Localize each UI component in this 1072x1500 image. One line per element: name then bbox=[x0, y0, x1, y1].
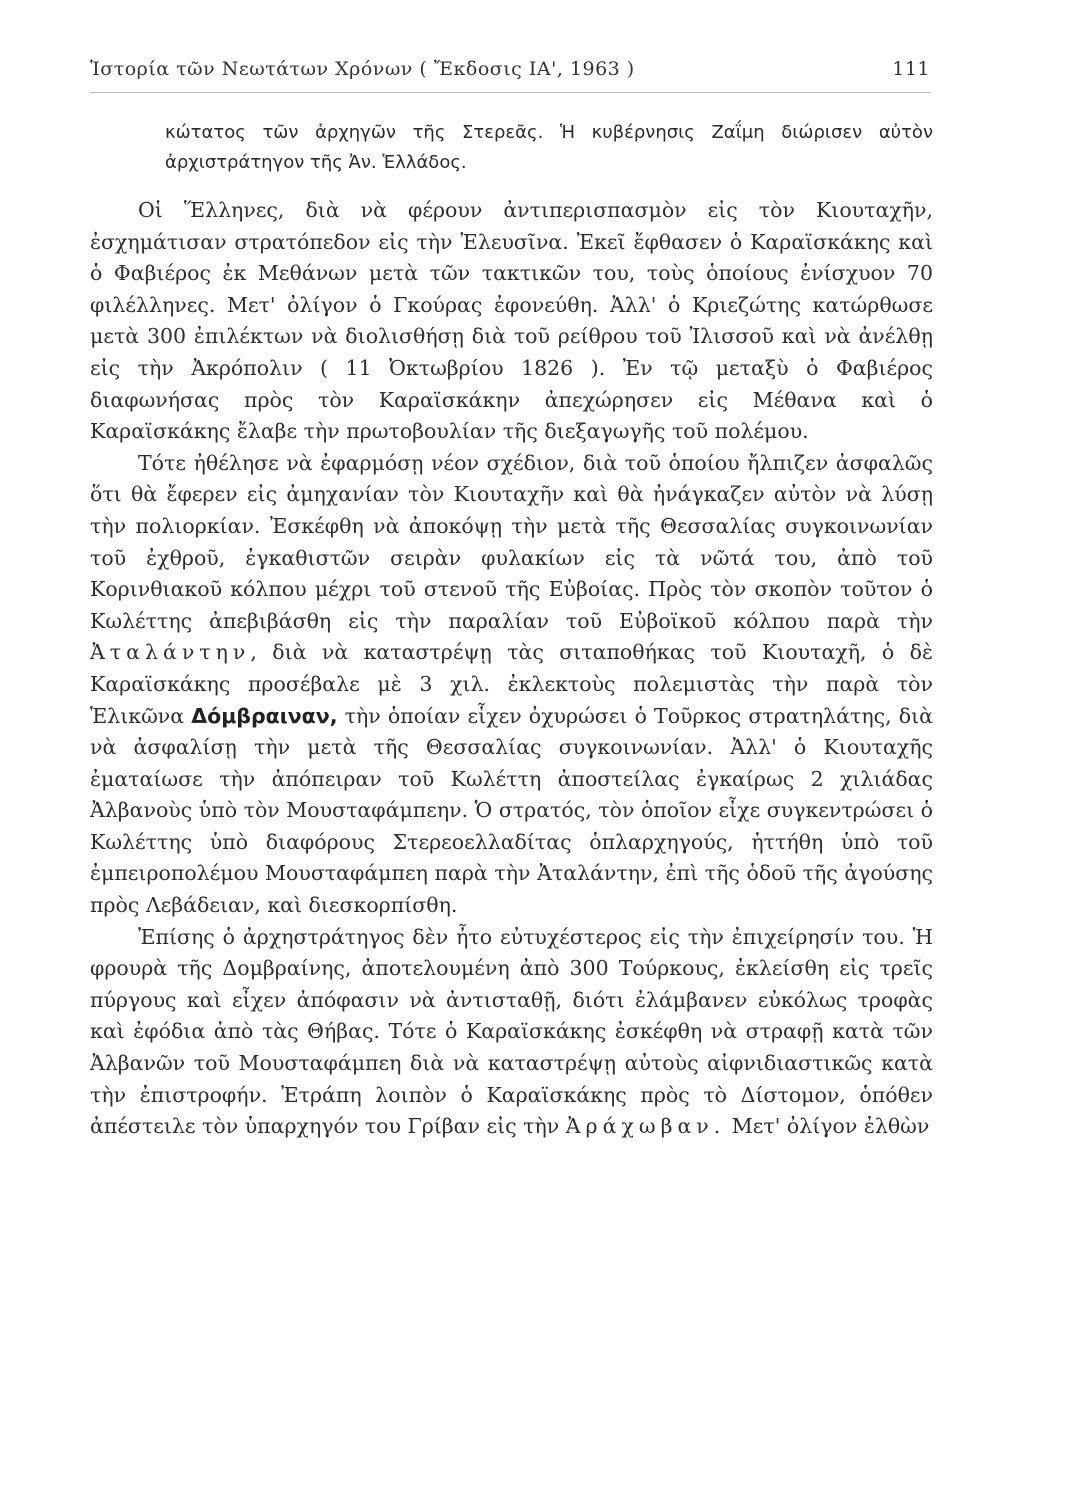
header-rule bbox=[90, 92, 930, 93]
spaced-word-arachova: Ἀράχωβαν. bbox=[565, 1114, 726, 1139]
bold-word-dombraina: Δόμβραιναν, bbox=[191, 703, 338, 728]
paragraph-1: Οἱ Ἕλληνες, διὰ νὰ φέρουν ἀντιπερισπασμὸν εἰς τὸν Κιουταχῆν, ἐσχημάτισαν στρατόπεδον εἰς τὴν Ἐλευσῖνα. Ἐκεῖ ἔφθασεν ὁ Καραϊσκάκης καὶ ὁ Φαβιέρος ἐκ Μεθάνων μετὰ τῶν τακτικῶν του, τοὺς ὁποίους ἐνίσχυον 70 φιλέλληνες. Μετ' ὀλίγον ὁ Γκούρας ἐφονεύθη. Ἀλλ' ὁ Κριεζώτης κατώρθωσε μετὰ 300 ἐπιλέκτων νὰ διολισθήσῃ διὰ τοῦ ρείθρου τοῦ Ἰλισσοῦ καὶ νὰ ἀνέλθῃ εἰς τὴν Ἀκρόπολιν ( 11 Ὀκτωβρίου 1826 ). Ἐν τῷ μεταξὺ ὁ Φαβιέρος διαφωνήσας πρὸς τὸν Καραϊσκάκην ἀπεχώρησεν εἰς Μέθανα καὶ ὁ Καραϊσκάκης ἔλαβε τὴν πρωτοβουλίαν τῆς διεξαγωγῆς τοῦ πολέμου. bbox=[90, 198, 933, 444]
spaced-word-atalanti: Ἀταλάντην bbox=[90, 640, 251, 665]
intro-paragraph: κώτατος τῶν ἀρχηγῶν τῆς Στερεᾶς. Ἡ κυβέρνησις Ζαΐμη διώρισεν αὐτὸν ἀρχιστράτηγον τῆς Ἀν. Ἑλλάδος. bbox=[165, 122, 933, 173]
paragraph-3 bbox=[90, 922, 933, 1143]
page-number: 111 bbox=[892, 58, 930, 80]
paragraph-2-part-a: Τότε ἠθέλησε νὰ ἐφαρμόσῃ νέον σχέδιον, διὰ τοῦ ὁποίου ἤλπιζεν ἀσφαλῶς ὅτι θὰ ἔφερεν εἰς ἀμηχανίαν τὸν Κιουταχῆν καὶ θὰ ἠνάγκαζεν αὐτὸν νὰ λύσῃ τὴν πολιορκίαν. Ἐσκέφθη νὰ ἀποκόψῃ τὴν μετὰ τῆς Θεσσαλίας συγκοινωνίαν τοῦ ἐχθροῦ, ἐγκαθιστῶν σειρὰν φυλακίων εἰς τὰ νῶτά του, ἀπὸ τοῦ Κορινθιακοῦ κόλπου μέχρι τοῦ στενοῦ τῆς Εὐβοίας. Πρὸς τὸν σκοπὸν τοῦτον ὁ Κωλέττης ἀπεβιβάσθη εἰς τὴν παραλίαν τοῦ Εὐβοϊκοῦ κόλπου παρὰ τὴν bbox=[90, 450, 933, 633]
running-header bbox=[90, 58, 930, 88]
paragraph-2 bbox=[90, 448, 933, 922]
paragraph-3-part-b: Μετ' ὀλίγον ἐλθὼν bbox=[731, 1114, 930, 1139]
paragraph-3-part-a: Ἐπίσης ὁ ἀρχηστράτηγος δὲν ἦτο εὐτυχέστερος εἰς τὴν ἐπιχείρησίν του. Ἡ φρουρὰ τῆς Δομβραίνης, ἀποτελουμένη ἀπὸ 300 Τούρκους, ἐκλείσθη εἰς τρεῖς πύργους καὶ εἶχεν ἀπόφασιν νὰ ἀντισταθῇ, διότι ἐλάμβανεν εὐκόλως τροφὰς καὶ ἐφόδια ἀπὸ τὰς Θήβας. Τότε ὁ Καραϊσκάκης ἐσκέφθη νὰ στραφῇ κατὰ τῶν Ἀλβανῶν τοῦ Μουσταφάμπεη διὰ νὰ καταστρέψῃ αὐτοὺς αἰφνιδιαστικῶς κατὰ τὴν ἐπιστροφήν. Ἐτράπη λοιπὸν ὁ Καραϊσκάκης πρὸς τὸ Δίστομον, ὁπόθεν ἀπέστειλε τὸν ὑπαρχηγόν του Γρίβαν εἰς τὴν bbox=[90, 924, 933, 1139]
paragraph-2-part-c: τὴν ὁποίαν εἶχεν ὀχυρώσει ὁ Τοῦρκος στρατηλάτης, διὰ νὰ ἀσφαλίσῃ τὴν μετὰ τῆς Θεσσαλίας συγκοινωνίαν. Ἀλλ' ὁ Κιουταχῆς ἐματαίωσε τὴν ἀπόπειραν τοῦ Κωλέττη ἀποστείλας ἐγκαίρως 2 χιλιάδας Ἀλβανοὺς ὑπὸ τὸν Μουσταφάμπεην. Ὁ στρατός, τὸν ὁποῖον εἶχε συγκεντρώσει ὁ Κωλέττης ὑπὸ διαφόρους Στερεοελλαδίτας ὁπλαρχηγούς, ἡττήθη ὑπὸ τοῦ ἐμπειροπολέμου Μουσταφάμπεη παρὰ τὴν Ἀταλάντην, ἐπὶ τῆς ὁδοῦ τῆς ἀγούσης πρὸς Λεβάδειαν, καὶ διεσκορπίσθη. bbox=[90, 703, 933, 918]
main-text bbox=[90, 195, 933, 1143]
header-title: Ἱστορία τῶν Νεωτάτων Χρόνων ( Ἔκδοσις ΙΑ', 1963 ) bbox=[90, 58, 635, 80]
paragraph-2-part-b: , διὰ νὰ καταστρέψῃ τὰς σιταποθήκας τοῦ Κιουταχῆ, ὁ δὲ Καραϊσκάκης προσέβαλε μὲ 3 χιλ. ἐκλεκτοὺς πολεμιστὰς τὴν παρὰ τὸν Ἑλικῶνα bbox=[90, 640, 933, 728]
